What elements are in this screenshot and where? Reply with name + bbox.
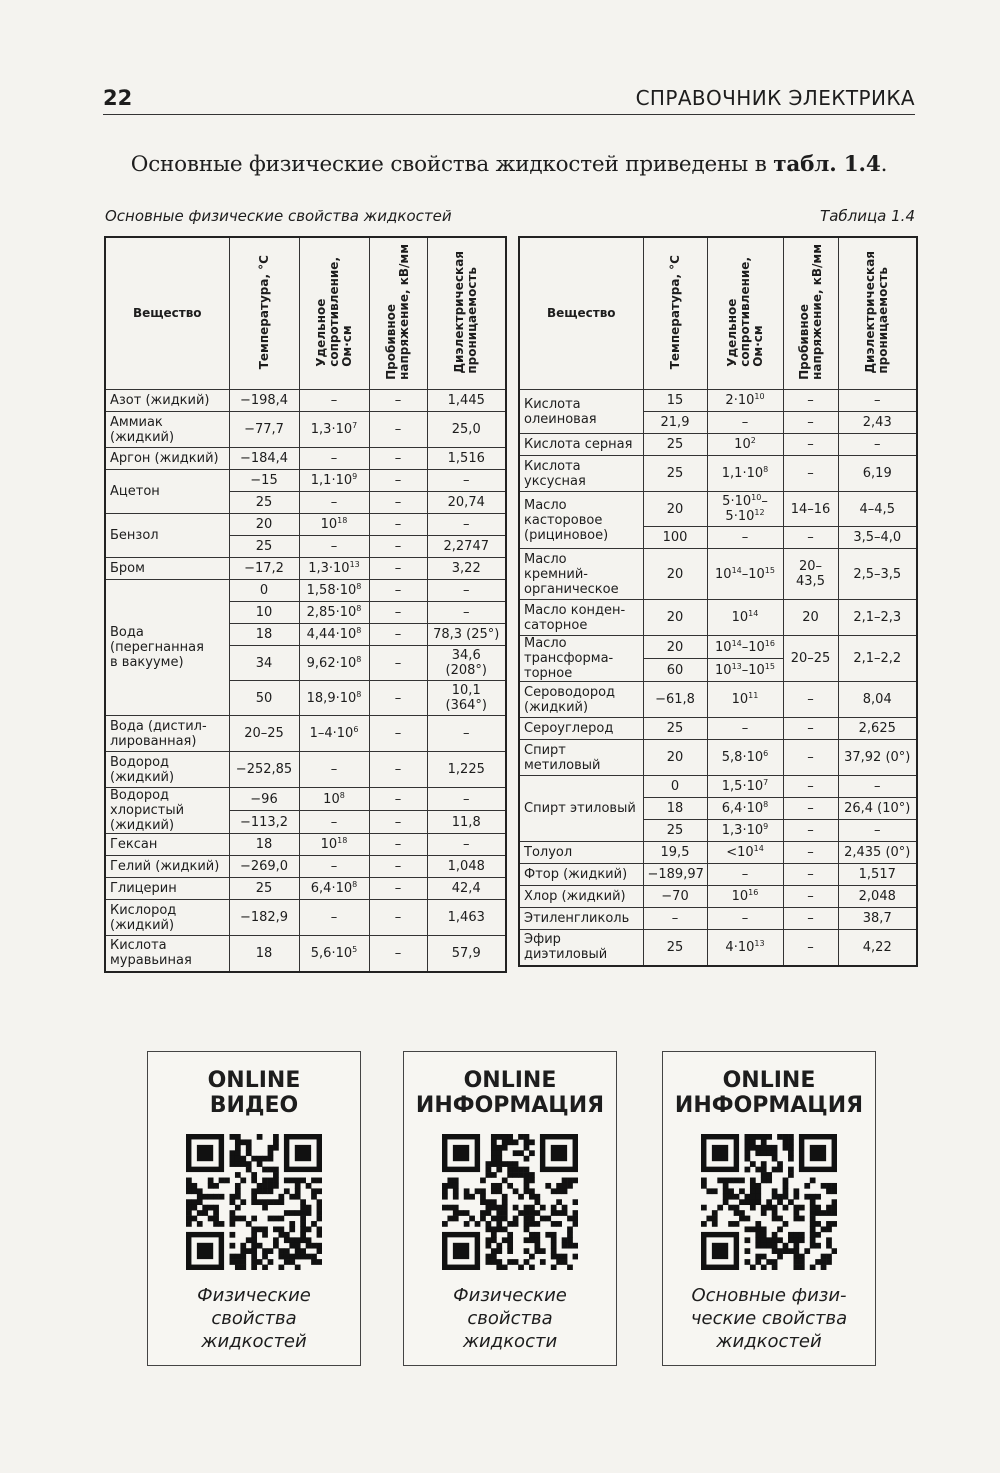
substance-name: Глицерин xyxy=(105,878,229,900)
permittivity-cell: 2,5–3,5 xyxy=(838,549,917,600)
temperature-cell: 15 xyxy=(643,390,707,412)
qr-title-line: ВИДЕО xyxy=(209,1093,299,1118)
temperature-cell: −189,97 xyxy=(643,864,707,886)
permittivity-cell: 4–4,5 xyxy=(838,492,917,527)
table-row xyxy=(519,390,917,412)
permittivity-cell: 3,22 xyxy=(427,558,506,580)
column-header-resistivity xyxy=(299,237,369,390)
resistivity-cell: $1,5\cdot 10^7$ xyxy=(707,776,783,798)
permittivity-cell: – xyxy=(427,716,506,752)
permittivity-cell: 38,7 xyxy=(838,908,917,930)
table-row xyxy=(519,908,917,930)
qr-caption-line: жидкостей xyxy=(201,1331,307,1352)
substance-name: Водород хлористый (жидкий) xyxy=(105,788,229,834)
table-row xyxy=(105,900,506,936)
temperature-cell: 19,5 xyxy=(643,842,707,864)
qr-card-title xyxy=(148,1068,360,1118)
permittivity-cell: 10,1 (364°) xyxy=(427,681,506,716)
qr-caption-line: Физические xyxy=(453,1285,567,1306)
resistivity-cell: – xyxy=(707,864,783,886)
resistivity-cell: $10^{14}$ xyxy=(707,600,783,636)
qr-caption-line: ческие свойства xyxy=(690,1308,848,1329)
permittivity-cell: 2,43 xyxy=(838,412,917,434)
temperature-cell: 18 xyxy=(643,798,707,820)
resistivity-cell: – xyxy=(299,900,369,936)
temperature-cell: −70 xyxy=(643,886,707,908)
breakdown-voltage-cell: – xyxy=(369,492,427,514)
column-header-breakdown xyxy=(783,237,838,390)
table-row xyxy=(519,930,917,966)
table-row xyxy=(519,886,917,908)
table-row xyxy=(519,740,917,776)
breakdown-voltage-cell: – xyxy=(783,456,838,492)
qr-code-icon[interactable] xyxy=(701,1134,837,1270)
temperature-cell: 20 xyxy=(643,636,707,659)
temperature-cell: 20 xyxy=(643,740,707,776)
column-header-label: Температура, °C xyxy=(667,254,682,370)
substance-name: Бром xyxy=(105,558,229,580)
substance-name: Азот (жидкий) xyxy=(105,390,229,412)
column-header-substance: Вещество xyxy=(519,237,643,390)
breakdown-voltage-cell: – xyxy=(369,936,427,972)
qr-caption-line: свойства xyxy=(467,1308,553,1329)
breakdown-voltage-cell: – xyxy=(783,798,838,820)
qr-caption-line: жидкости xyxy=(462,1331,558,1352)
permittivity-cell: 2,1–2,2 xyxy=(838,636,917,682)
resistivity-cell: $10^{16}$ xyxy=(707,886,783,908)
resistivity-cell: – xyxy=(299,811,369,834)
page-header xyxy=(103,84,915,115)
intro-end: . xyxy=(880,152,888,177)
temperature-cell: 21,9 xyxy=(643,412,707,434)
qr-code-icon[interactable] xyxy=(442,1134,578,1270)
breakdown-voltage-cell: – xyxy=(783,864,838,886)
table-row xyxy=(105,752,506,788)
permittivity-cell: – xyxy=(427,602,506,624)
permittivity-cell: 20,74 xyxy=(427,492,506,514)
qr-card-info-2[interactable] xyxy=(662,1051,876,1366)
temperature-cell: 20–25 xyxy=(229,716,299,752)
temperature-cell: 25 xyxy=(229,536,299,558)
temperature-cell: 20 xyxy=(643,549,707,600)
permittivity-cell: 1,516 xyxy=(427,448,506,470)
resistivity-cell: $10^{18}$ xyxy=(299,834,369,856)
permittivity-cell: 42,4 xyxy=(427,878,506,900)
substance-name: Кислота серная xyxy=(519,434,643,456)
temperature-cell: 25 xyxy=(643,434,707,456)
temperature-cell: −113,2 xyxy=(229,811,299,834)
resistivity-cell: $10^{18}$ xyxy=(299,514,369,536)
qr-title-line: ONLINE xyxy=(722,1068,816,1093)
substance-name: Кислота уксусная xyxy=(519,456,643,492)
temperature-cell: 25 xyxy=(643,718,707,740)
permittivity-cell: – xyxy=(838,776,917,798)
resistivity-cell: $9,62\cdot 10^8$ xyxy=(299,646,369,681)
breakdown-voltage-cell: – xyxy=(369,681,427,716)
permittivity-cell: 6,19 xyxy=(838,456,917,492)
resistivity-cell: $10^{14}-10^{16}$ xyxy=(707,636,783,659)
substance-name: Фтор (жидкий) xyxy=(519,864,643,886)
column-header-temperature xyxy=(229,237,299,390)
qr-caption-line: свойства xyxy=(211,1308,297,1329)
qr-title-line: ONLINE xyxy=(463,1068,557,1093)
temperature-cell: 0 xyxy=(229,580,299,602)
substance-name: Гелий (жидкий) xyxy=(105,856,229,878)
temperature-cell: 20 xyxy=(643,600,707,636)
resistivity-cell: $10^2$ xyxy=(707,434,783,456)
resistivity-cell: $5,8\cdot 10^6$ xyxy=(707,740,783,776)
table-reference: табл. 1.4 xyxy=(773,152,881,177)
temperature-cell: −96 xyxy=(229,788,299,811)
table-row xyxy=(519,864,917,886)
column-header-permittivity xyxy=(838,237,917,390)
permittivity-cell: – xyxy=(838,820,917,842)
temperature-cell: 100 xyxy=(643,527,707,549)
permittivity-cell: 3,5–4,0 xyxy=(838,527,917,549)
breakdown-voltage-cell: – xyxy=(369,716,427,752)
breakdown-voltage-cell: 20–25 xyxy=(783,636,838,682)
column-header-permittivity xyxy=(427,237,506,390)
table-row xyxy=(105,514,506,536)
table-row xyxy=(105,580,506,602)
substance-name: Вода (перегнанная в вакууме) xyxy=(105,580,229,716)
permittivity-cell: – xyxy=(427,580,506,602)
column-header-label: Пробивное напряжение, кВ/мм xyxy=(384,244,411,380)
permittivity-cell: – xyxy=(427,834,506,856)
qr-card-info-1[interactable] xyxy=(403,1051,617,1366)
resistivity-cell: $1,3\cdot 10^9$ xyxy=(707,820,783,842)
qr-card-title xyxy=(404,1068,616,1118)
resistivity-cell: – xyxy=(707,527,783,549)
substance-name: Кислород (жидкий) xyxy=(105,900,229,936)
resistivity-cell: $1,3\cdot 10^7$ xyxy=(299,412,369,448)
permittivity-cell: 1,048 xyxy=(427,856,506,878)
table-row xyxy=(105,448,506,470)
resistivity-cell: $5\cdot 10^{10}-$ $5\cdot 10^{12}$ xyxy=(707,492,783,527)
resistivity-cell: $1,1\cdot 10^9$ xyxy=(299,470,369,492)
breakdown-voltage-cell: – xyxy=(369,558,427,580)
breakdown-voltage-cell: – xyxy=(783,930,838,966)
table-row xyxy=(105,390,506,412)
temperature-cell: 18 xyxy=(229,834,299,856)
resistivity-cell: $<10^{14}$ xyxy=(707,842,783,864)
substance-name: Эфир диэтиловый xyxy=(519,930,643,966)
substance-name: Аммиак (жидкий) xyxy=(105,412,229,448)
temperature-cell: −184,4 xyxy=(229,448,299,470)
table-row xyxy=(105,788,506,811)
table-row xyxy=(519,718,917,740)
substance-name: Масло конден- саторное xyxy=(519,600,643,636)
temperature-cell: 60 xyxy=(643,659,707,682)
table-row xyxy=(519,492,917,527)
substance-name: Этиленгликоль xyxy=(519,908,643,930)
resistivity-cell: $10^8$ xyxy=(299,788,369,811)
breakdown-voltage-cell: – xyxy=(369,412,427,448)
substance-name: Кислота олеиновая xyxy=(519,390,643,434)
breakdown-voltage-cell: – xyxy=(369,646,427,681)
table-row xyxy=(105,878,506,900)
permittivity-cell: 26,4 (10°) xyxy=(838,798,917,820)
breakdown-voltage-cell: – xyxy=(369,580,427,602)
resistivity-cell: $10^{14}-10^{15}$ xyxy=(707,549,783,600)
column-header-label: Удельное сопротивление, Ом·см xyxy=(313,257,354,367)
qr-title-line: ИНФОРМАЦИЯ xyxy=(415,1093,605,1118)
resistivity-cell: $1,3\cdot 10^{13}$ xyxy=(299,558,369,580)
breakdown-voltage-cell: – xyxy=(783,776,838,798)
substance-name: Водород (жидкий) xyxy=(105,752,229,788)
breakdown-voltage-cell: – xyxy=(783,908,838,930)
resistivity-cell: $10^{11}$ xyxy=(707,682,783,718)
breakdown-voltage-cell: – xyxy=(369,788,427,811)
breakdown-voltage-cell: – xyxy=(369,834,427,856)
qr-title-line: ONLINE xyxy=(207,1068,301,1093)
column-header-label: Диэлектрическая проницаемость xyxy=(452,250,480,374)
resistivity-cell: – xyxy=(299,856,369,878)
resistivity-cell: – xyxy=(707,718,783,740)
table-row xyxy=(105,470,506,492)
substance-name: Спирт метиловый xyxy=(519,740,643,776)
breakdown-voltage-cell: 20 xyxy=(783,600,838,636)
resistivity-cell: – xyxy=(299,390,369,412)
temperature-cell: −15 xyxy=(229,470,299,492)
qr-card-caption xyxy=(404,1284,616,1353)
column-header-label: Удельное сопротивление, Ом·см xyxy=(724,257,765,367)
table-row xyxy=(105,856,506,878)
temperature-cell: −198,4 xyxy=(229,390,299,412)
breakdown-voltage-cell: – xyxy=(783,740,838,776)
substance-name: Сероуглерод xyxy=(519,718,643,740)
temperature-cell: 0 xyxy=(643,776,707,798)
substance-name: Сероводород (жидкий) xyxy=(519,682,643,718)
permittivity-cell: 2,625 xyxy=(838,718,917,740)
table-row xyxy=(519,600,917,636)
qr-caption-line: Основные физи- xyxy=(691,1285,847,1306)
qr-caption-line: Физические xyxy=(197,1285,311,1306)
permittivity-cell: – xyxy=(838,390,917,412)
permittivity-cell: 57,9 xyxy=(427,936,506,972)
temperature-cell: −77,7 xyxy=(229,412,299,448)
temperature-cell: 34 xyxy=(229,646,299,681)
temperature-cell: – xyxy=(643,908,707,930)
permittivity-cell: – xyxy=(838,434,917,456)
substance-name: Ацетон xyxy=(105,470,229,514)
breakdown-voltage-cell: – xyxy=(369,390,427,412)
temperature-cell: −269,0 xyxy=(229,856,299,878)
temperature-cell: 18 xyxy=(229,936,299,972)
substance-name: Спирт этиловый xyxy=(519,776,643,842)
resistivity-cell: – xyxy=(299,536,369,558)
properties-table-right xyxy=(518,236,918,967)
permittivity-cell: 2,435 (0°) xyxy=(838,842,917,864)
breakdown-voltage-cell: – xyxy=(369,470,427,492)
substance-name: Кислота муравьиная xyxy=(105,936,229,972)
table-row xyxy=(519,842,917,864)
temperature-cell: −182,9 xyxy=(229,900,299,936)
permittivity-cell: 34,6 (208°) xyxy=(427,646,506,681)
resistivity-cell: $1-4\cdot 10^6$ xyxy=(299,716,369,752)
permittivity-cell: 25,0 xyxy=(427,412,506,448)
substance-name: Масло кремний- органическое xyxy=(519,549,643,600)
breakdown-voltage-cell: – xyxy=(369,752,427,788)
temperature-cell: 20 xyxy=(643,492,707,527)
table-row xyxy=(519,456,917,492)
resistivity-cell: $1,58\cdot 10^8$ xyxy=(299,580,369,602)
permittivity-cell: 1,445 xyxy=(427,390,506,412)
breakdown-voltage-cell: – xyxy=(369,602,427,624)
column-header-breakdown xyxy=(369,237,427,390)
permittivity-cell: 2,2747 xyxy=(427,536,506,558)
breakdown-voltage-cell: – xyxy=(783,886,838,908)
resistivity-cell: – xyxy=(299,492,369,514)
column-header-temperature xyxy=(643,237,707,390)
column-header-label: Пробивное напряжение, кВ/мм xyxy=(796,244,824,380)
temperature-cell: 25 xyxy=(643,930,707,966)
table-row xyxy=(105,834,506,856)
temperature-cell: 25 xyxy=(643,456,707,492)
table-caption: Основные физические свойства жидкостей xyxy=(105,207,452,225)
table-row xyxy=(105,412,506,448)
resistivity-cell: – xyxy=(299,448,369,470)
resistivity-cell: $5,6\cdot 10^5$ xyxy=(299,936,369,972)
intro-sentence xyxy=(103,152,915,177)
table-row xyxy=(105,936,506,972)
resistivity-cell: – xyxy=(707,412,783,434)
qr-card-title xyxy=(663,1068,875,1118)
permittivity-cell: – xyxy=(427,470,506,492)
table-row xyxy=(105,558,506,580)
breakdown-voltage-cell: – xyxy=(369,624,427,646)
permittivity-cell: 11,8 xyxy=(427,811,506,834)
qr-code-icon[interactable] xyxy=(186,1134,322,1270)
temperature-cell: 10 xyxy=(229,602,299,624)
breakdown-voltage-cell: – xyxy=(783,434,838,456)
intro-text: Основные физические свойства жидкостей приведены в xyxy=(130,152,774,177)
permittivity-cell: 2,1–2,3 xyxy=(838,600,917,636)
breakdown-voltage-cell: – xyxy=(369,878,427,900)
permittivity-cell: 1,517 xyxy=(838,864,917,886)
table-row xyxy=(519,434,917,456)
permittivity-cell: 1,463 xyxy=(427,900,506,936)
temperature-cell: 25 xyxy=(643,820,707,842)
temperature-cell: 20 xyxy=(229,514,299,536)
breakdown-voltage-cell: – xyxy=(369,856,427,878)
temperature-cell: −17,2 xyxy=(229,558,299,580)
running-head: СПРАВОЧНИК ЭЛЕКТРИКА xyxy=(635,86,915,110)
substance-name: Масло касторовое (рициновое) xyxy=(519,492,643,549)
breakdown-voltage-cell: – xyxy=(783,682,838,718)
qr-card-video[interactable] xyxy=(147,1051,361,1366)
breakdown-voltage-cell: – xyxy=(783,527,838,549)
table-label: Таблица 1.4 xyxy=(820,207,915,225)
substance-name: Вода (дистил- лированная) xyxy=(105,716,229,752)
breakdown-voltage-cell: – xyxy=(783,820,838,842)
breakdown-voltage-cell: 20– 43,5 xyxy=(783,549,838,600)
resistivity-cell: $6,4\cdot 10^8$ xyxy=(299,878,369,900)
breakdown-voltage-cell: – xyxy=(369,900,427,936)
table-row xyxy=(519,682,917,718)
resistivity-cell: – xyxy=(707,908,783,930)
permittivity-cell: 1,225 xyxy=(427,752,506,788)
permittivity-cell: 2,048 xyxy=(838,886,917,908)
resistivity-cell: $4\cdot 10^{13}$ xyxy=(707,930,783,966)
table-row xyxy=(519,776,917,798)
qr-title-line: ИНФОРМАЦИЯ xyxy=(674,1093,864,1118)
substance-name: Бензол xyxy=(105,514,229,558)
resistivity-cell: $6,4\cdot 10^8$ xyxy=(707,798,783,820)
table-row xyxy=(519,549,917,600)
qr-card-caption xyxy=(148,1284,360,1353)
breakdown-voltage-cell: – xyxy=(369,448,427,470)
temperature-cell: 25 xyxy=(229,878,299,900)
permittivity-cell: – xyxy=(427,514,506,536)
permittivity-cell: 37,92 (0°) xyxy=(838,740,917,776)
temperature-cell: 50 xyxy=(229,681,299,716)
substance-name: Масло трансформа- торное xyxy=(519,636,643,682)
column-header-label: Диэлектрическая проницаемость xyxy=(863,250,891,374)
breakdown-voltage-cell: – xyxy=(369,514,427,536)
temperature-cell: 25 xyxy=(229,492,299,514)
resistivity-cell: $18,9\cdot 10^8$ xyxy=(299,681,369,716)
column-header-resistivity xyxy=(707,237,783,390)
resistivity-cell: $2,85\cdot 10^8$ xyxy=(299,602,369,624)
substance-name: Хлор (жидкий) xyxy=(519,886,643,908)
permittivity-cell: 4,22 xyxy=(838,930,917,966)
temperature-cell: −252,85 xyxy=(229,752,299,788)
substance-name: Аргон (жидкий) xyxy=(105,448,229,470)
breakdown-voltage-cell: – xyxy=(369,811,427,834)
substance-name: Толуол xyxy=(519,842,643,864)
qr-card-caption xyxy=(663,1284,875,1353)
resistivity-cell: – xyxy=(299,752,369,788)
breakdown-voltage-cell: – xyxy=(783,842,838,864)
permittivity-cell: 8,04 xyxy=(838,682,917,718)
resistivity-cell: $4,44\cdot 10^8$ xyxy=(299,624,369,646)
resistivity-cell: $10^{13}-10^{15}$ xyxy=(707,659,783,682)
breakdown-voltage-cell: – xyxy=(783,718,838,740)
temperature-cell: 18 xyxy=(229,624,299,646)
substance-name: Гексан xyxy=(105,834,229,856)
resistivity-cell: $2\cdot 10^{10}$ xyxy=(707,390,783,412)
properties-table-left xyxy=(104,236,507,973)
breakdown-voltage-cell: – xyxy=(783,412,838,434)
page-number: 22 xyxy=(103,86,133,110)
table-row xyxy=(105,716,506,752)
permittivity-cell: – xyxy=(427,788,506,811)
column-header-label: Температура, °C xyxy=(256,254,271,370)
column-header-substance: Вещество xyxy=(105,237,229,390)
permittivity-cell: 78,3 (25°) xyxy=(427,624,506,646)
resistivity-cell: $1,1\cdot 10^8$ xyxy=(707,456,783,492)
breakdown-voltage-cell: 14–16 xyxy=(783,492,838,527)
breakdown-voltage-cell: – xyxy=(369,536,427,558)
table-row xyxy=(519,636,917,659)
qr-caption-line: жидкостей xyxy=(716,1331,822,1352)
breakdown-voltage-cell: – xyxy=(783,390,838,412)
temperature-cell: −61,8 xyxy=(643,682,707,718)
